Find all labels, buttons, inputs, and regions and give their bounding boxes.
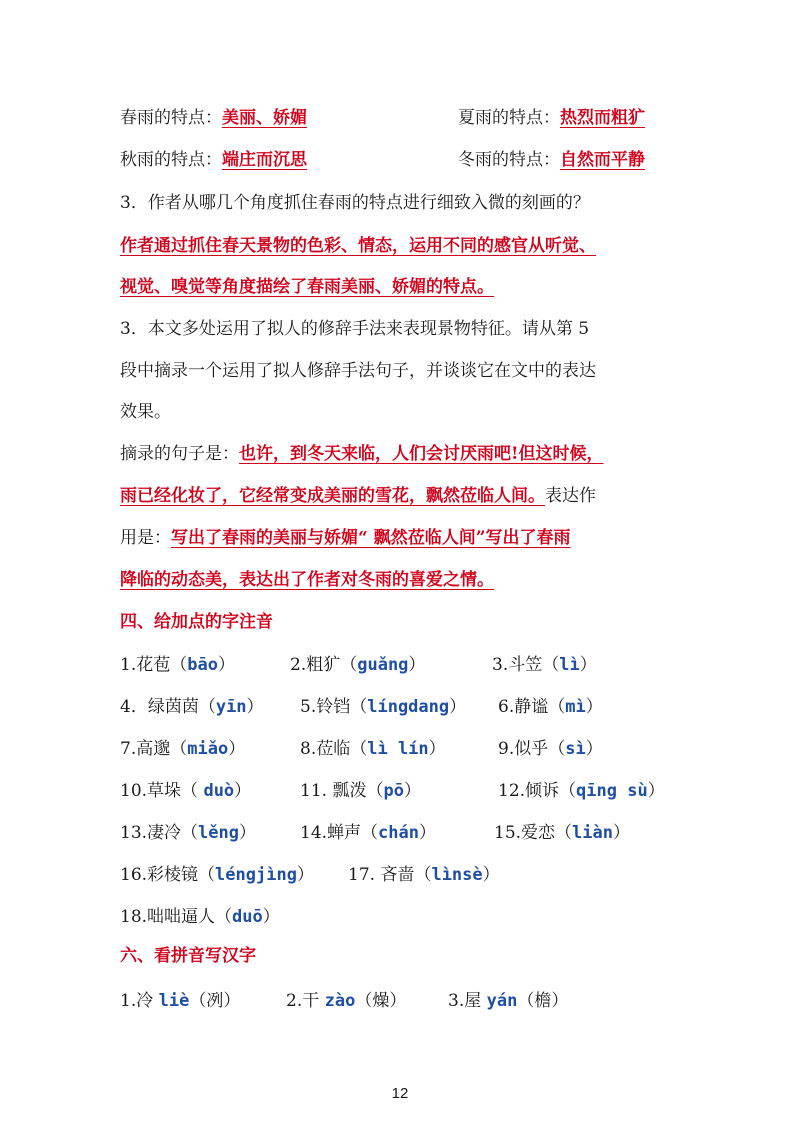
pinyin-item (120, 864, 314, 886)
pinyin-item-close: ） (647, 781, 665, 801)
pinyin-item-close: ） (262, 907, 280, 927)
section-6-title: 六、看拼音写汉字 (120, 946, 256, 966)
pinyin-item (300, 738, 446, 760)
pinyin-item-label: 8.莅临（ (300, 739, 368, 759)
pinyin-item (120, 654, 235, 676)
summer-value: 热烈而粗犷 (560, 108, 645, 128)
spring-value: 美丽、娇媚 (222, 108, 307, 128)
section-4-title: 四、给加点的字注音 (120, 612, 273, 632)
pinyin-item-close: ） (428, 739, 446, 759)
write-char-item (448, 990, 568, 1012)
pinyin-item-answer: duò (203, 781, 235, 801)
pinyin-item (300, 822, 436, 844)
effect-label2: 用是： (120, 528, 171, 548)
effect-line2 (120, 569, 494, 591)
pinyin-item-close: ） (585, 697, 603, 717)
pinyin-item-answer: sì (565, 739, 586, 759)
spring-line (120, 107, 342, 129)
question-3a: 3．作者从哪几个角度抓住春雨的特点进行细致入微的刻画的？ (120, 193, 590, 213)
page-number: 12 (391, 1085, 409, 1102)
pinyin-item-label: 18.咄咄逼人（ (120, 907, 233, 927)
effect-text1: 写出了春雨的美丽与娇媚“ 飘然莅临人间”写出了春雨 (171, 528, 571, 548)
pinyin-item-label: 1.花苞（ (120, 655, 188, 675)
pinyin-item (120, 696, 264, 718)
pinyin-item-answer: miǎo (187, 739, 229, 759)
winter-value: 自然而平静 (560, 150, 645, 170)
write-char-pinyin: zào (324, 991, 356, 1011)
pinyin-item-label: 17. 吝啬（ (348, 865, 432, 885)
pinyin-item (498, 738, 603, 760)
effect-label: 表达作 (545, 486, 596, 506)
write-char-item (120, 990, 240, 1012)
autumn-label: 秋雨的特点： (120, 150, 222, 170)
winter-label: 冬雨的特点： (458, 150, 560, 170)
answer-3a-line1 (120, 235, 596, 257)
pinyin-item-close: ） (239, 823, 256, 843)
spring-label: 春雨的特点： (120, 108, 222, 128)
pinyin-item-answer: qīng sù (576, 781, 648, 801)
pinyin-item (120, 822, 256, 844)
pinyin-item-answer: léngjìng (215, 865, 297, 885)
pinyin-item-answer: lì lín (367, 739, 429, 759)
pinyin-item (300, 780, 421, 802)
pinyin-item-label: 2.粗犷（ (290, 655, 358, 675)
pinyin-item-close: ） (228, 739, 246, 759)
pinyin-item-label: 14.蝉声（ (300, 823, 379, 843)
answer-3a-text2: 视觉、嗅觉等角度描绘了春雨美丽、娇媚的特点。 (120, 277, 494, 297)
pinyin-item-close: ） (408, 655, 426, 675)
pinyin-item (120, 738, 245, 760)
pinyin-item-close: ） (403, 781, 421, 801)
pinyin-item-answer: duō (232, 907, 263, 927)
pinyin-item-label: 5.铃铛（ (300, 697, 368, 717)
pinyin-item-close: ） (579, 655, 597, 675)
pinyin-item (300, 696, 466, 718)
pinyin-item-label: 9.似乎（ (498, 739, 566, 759)
pinyin-item-label: 7.高邈（ (120, 739, 188, 759)
pinyin-item-close: ） (234, 781, 252, 801)
pinyin-item-close: ） (419, 823, 436, 843)
pinyin-item-answer: lěng (198, 823, 239, 843)
pinyin-item-label: 4．绿茵茵（ (120, 697, 216, 717)
write-char-answer: （燥） (355, 991, 407, 1011)
autumn-value: 端庄而沉思 (222, 150, 307, 170)
winter-line (458, 149, 645, 171)
pinyin-item (492, 654, 597, 676)
quote-text1: 也许，到冬天来临，人们会讨厌雨吧!但这时候， (239, 444, 604, 464)
answer-3a-text1: 作者通过抓住春天景物的色彩、情态，运用不同的感官从听觉、 (120, 236, 596, 256)
pinyin-item (498, 780, 665, 802)
effect-line1 (120, 527, 570, 549)
answer-3a-line2 (120, 276, 494, 298)
write-char-label: 1.冷 (120, 991, 159, 1011)
pinyin-item-answer: lìnsè (431, 865, 483, 885)
pinyin-item-label: 16.彩棱镜（ (120, 865, 216, 885)
quote-label: 摘录的句子是： (120, 444, 239, 464)
pinyin-item-answer: guǎng (357, 655, 409, 675)
write-char-answer: （檐） (517, 991, 569, 1011)
pinyin-item (120, 780, 251, 802)
pinyin-item-answer: mì (565, 697, 586, 717)
pinyin-item (120, 906, 280, 928)
pinyin-item-label: 3.斗笠（ (492, 655, 560, 675)
pinyin-item-label: 12.倾诉（ (498, 781, 577, 801)
write-char-pinyin: liè (158, 991, 190, 1011)
quote-line1 (120, 443, 603, 465)
pinyin-item (498, 696, 603, 718)
pinyin-item-close: ） (449, 697, 467, 717)
pinyin-item-label: 13.凄冷（ (120, 823, 199, 843)
pinyin-item-answer: língdang (367, 697, 450, 717)
pinyin-item-answer: yīn (215, 697, 247, 717)
pinyin-item-close: ） (613, 823, 630, 843)
question-3b-line1: 3．本文多处运用了拟人的修辞手法来表现景物特征。请从第 5 (120, 319, 590, 339)
pinyin-item-answer: pō (383, 781, 404, 801)
pinyin-item-close: ） (585, 739, 603, 759)
pinyin-item-close: ） (246, 697, 264, 717)
summer-label: 夏雨的特点： (458, 108, 560, 128)
quote-text2: 雨已经化妆了，它经常变成美丽的雪花，飘然莅临人间。 (120, 486, 545, 506)
write-char-label: 2.干 (286, 991, 325, 1011)
pinyin-item (348, 864, 500, 886)
write-char-label: 3.屋 (448, 991, 487, 1011)
pinyin-item-label: 10.草垛（ (120, 781, 204, 801)
question-3b-line2: 段中摘录一个运用了拟人修辞手法句子，并谈谈它在文中的表达 (120, 361, 596, 381)
pinyin-item-label: 11. 瓢泼（ (300, 781, 384, 801)
pinyin-item-answer: liàn (572, 823, 613, 843)
summer-line (458, 107, 645, 129)
pinyin-item-answer: chán (378, 823, 419, 843)
pinyin-item-close: ） (296, 865, 314, 885)
effect-text2: 降临的动态美，表达出了作者对冬雨的喜爱之情。 (120, 570, 494, 590)
pinyin-item (494, 822, 630, 844)
write-char-answer: （冽） (189, 991, 241, 1011)
pinyin-item-answer: bāo (187, 655, 218, 675)
quote-line2 (120, 485, 596, 507)
write-char-item (286, 990, 406, 1012)
question-3b-line3: 效果。 (120, 402, 171, 422)
pinyin-item-label: 6.静谧（ (498, 697, 566, 717)
pinyin-item-close: ） (482, 865, 500, 885)
pinyin-item-label: 15.爱恋（ (494, 823, 573, 843)
pinyin-item-close: ） (217, 655, 235, 675)
pinyin-item-answer: lì (559, 655, 580, 675)
write-char-pinyin: yán (486, 991, 518, 1011)
autumn-line (120, 149, 342, 171)
pinyin-item (290, 654, 425, 676)
